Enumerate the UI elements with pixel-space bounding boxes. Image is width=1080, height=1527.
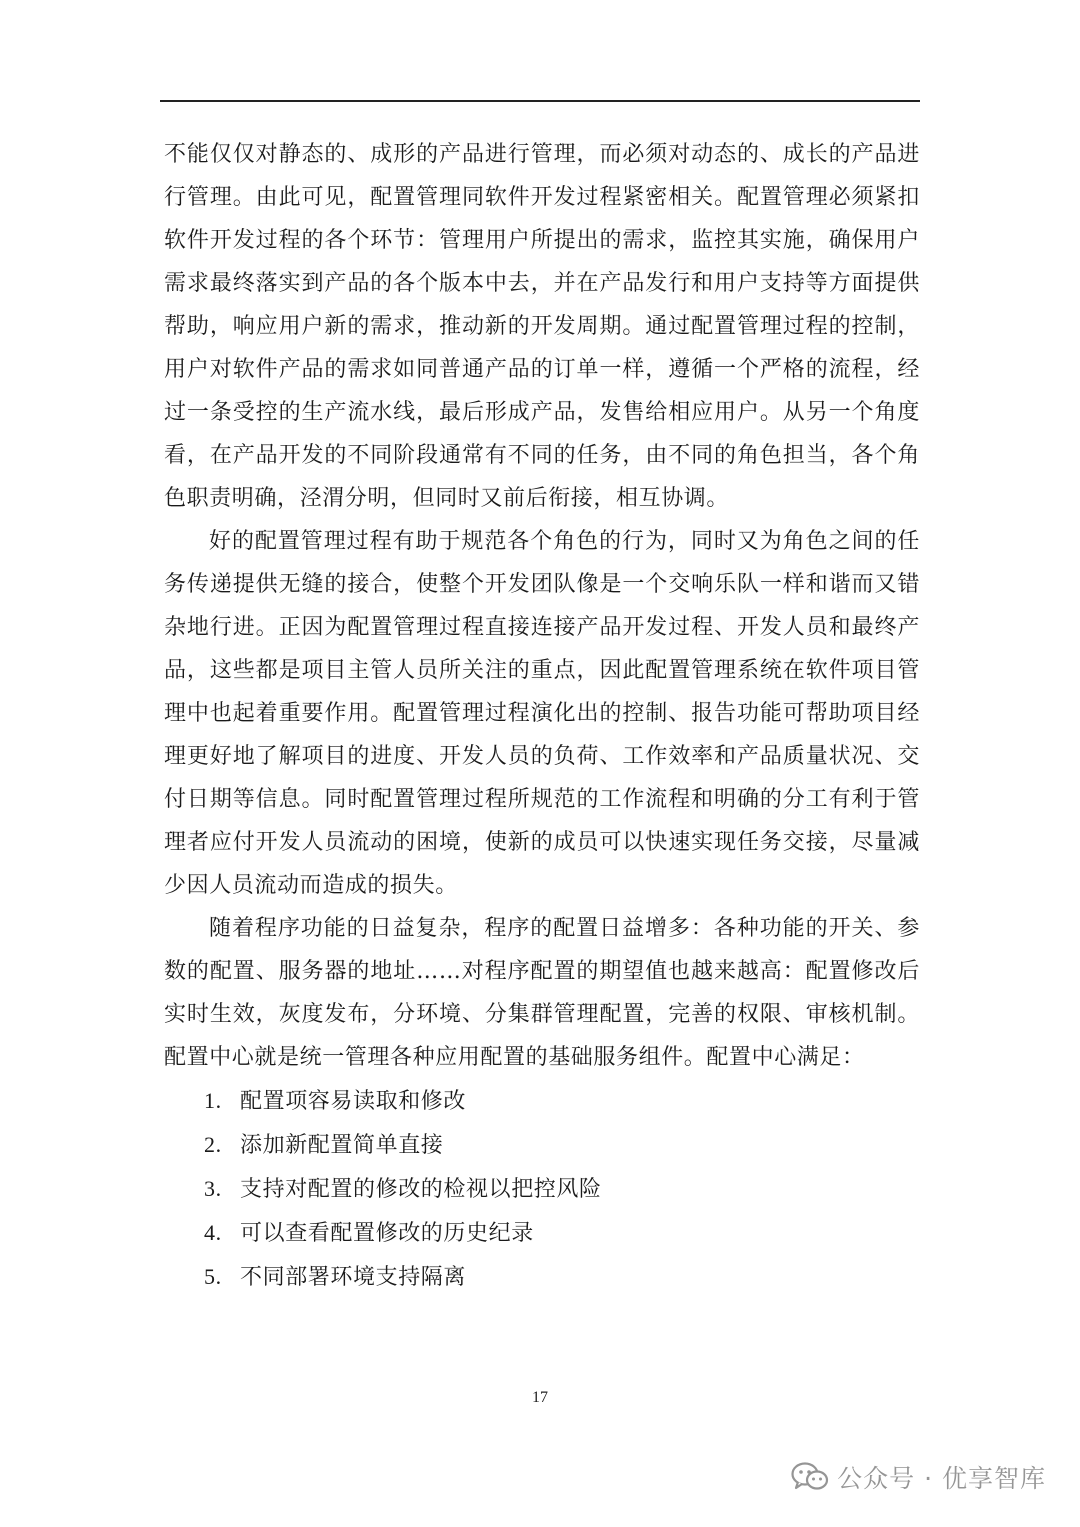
list-item-text: 配置项容易读取和修改 bbox=[240, 1089, 467, 1114]
document-body bbox=[164, 133, 920, 1299]
list-item-number: 4. bbox=[204, 1220, 222, 1245]
header-rule bbox=[160, 100, 920, 102]
watermark-text: 公众号 · 优享智库 bbox=[837, 1464, 1046, 1493]
paragraph-2: 好的配置管理过程有助于规范各个角色的行为，同时又为角色之间的任务传递提供无缝的接合，使整个开发团队像是一个交响乐队一样和谐而又错杂地行进。正因为配置管理过程直接连接产品开发过程、开发人员和最终产品，这些都是项目主管人员所关注的重点，因此配置管理系统在软件项目管理中也起着重要作用。配置管理过程演化出的控制、报告功能可帮助项目经理更好地了解项目的进度、开发人员的负荷、工作效率和产品质量状况、交付日期等信息。同时配置管理过程所规范的工作流程和明确的分工有利于管理者应付开发人员流动的困境，使新的成员可以快速实现任务交接，尽量减少因人员流动而造成的损失。 bbox=[164, 529, 920, 898]
page-number: 17 bbox=[532, 1389, 548, 1406]
list-item bbox=[164, 1123, 920, 1167]
list-item-text: 不同部署环境支持隔离 bbox=[240, 1265, 467, 1290]
list-item-text: 支持对配置的修改的检视以把控风险 bbox=[240, 1177, 602, 1202]
requirements-list bbox=[164, 1079, 920, 1299]
watermark bbox=[791, 1459, 1046, 1495]
list-item-number: 1. bbox=[204, 1088, 222, 1113]
list-item bbox=[164, 1079, 920, 1123]
list-item-number: 5. bbox=[204, 1264, 222, 1289]
list-item-number: 3. bbox=[204, 1176, 222, 1201]
list-item bbox=[164, 1211, 920, 1255]
list-item bbox=[164, 1167, 920, 1211]
list-item-text: 添加新配置简单直接 bbox=[240, 1133, 444, 1158]
paragraph-1: 不能仅仅对静态的、成形的产品进行管理，而必须对动态的、成长的产品进行管理。由此可见，配置管理同软件开发过程紧密相关。配置管理必须紧扣软件开发过程的各个环节：管理用户所提出的需求，监控其实施，确保用户需求最终落实到产品的各个版本中去，并在产品发行和用户支持等方面提供帮助，响应用户新的需求，推动新的开发周期。通过配置管理过程的控制，用户对软件产品的需求如同普通产品的订单一样，遵循一个严格的流程，经过一条受控的生产流水线，最后形成产品，发售给相应用户。从另一个角度看，在产品开发的不同阶段通常有不同的任务，由不同的角色担当，各个角色职责明确，泾渭分明，但同时又前后衔接，相互协调。 bbox=[164, 142, 920, 511]
list-item bbox=[164, 1255, 920, 1299]
list-item-text: 可以查看配置修改的历史纪录 bbox=[240, 1221, 534, 1246]
paragraph-3: 随着程序功能的日益复杂，程序的配置日益增多：各种功能的开关、参数的配置、服务器的地址……对程序配置的期望值也越来越高：配置修改后实时生效，灰度发布，分环境、分集群管理配置，完善的权限、审核机制。配置中心就是统一管理各种应用配置的基础服务组件。配置中心满足： bbox=[164, 916, 920, 1070]
wechat-icon bbox=[791, 1461, 829, 1493]
list-item-number: 2. bbox=[204, 1132, 222, 1157]
